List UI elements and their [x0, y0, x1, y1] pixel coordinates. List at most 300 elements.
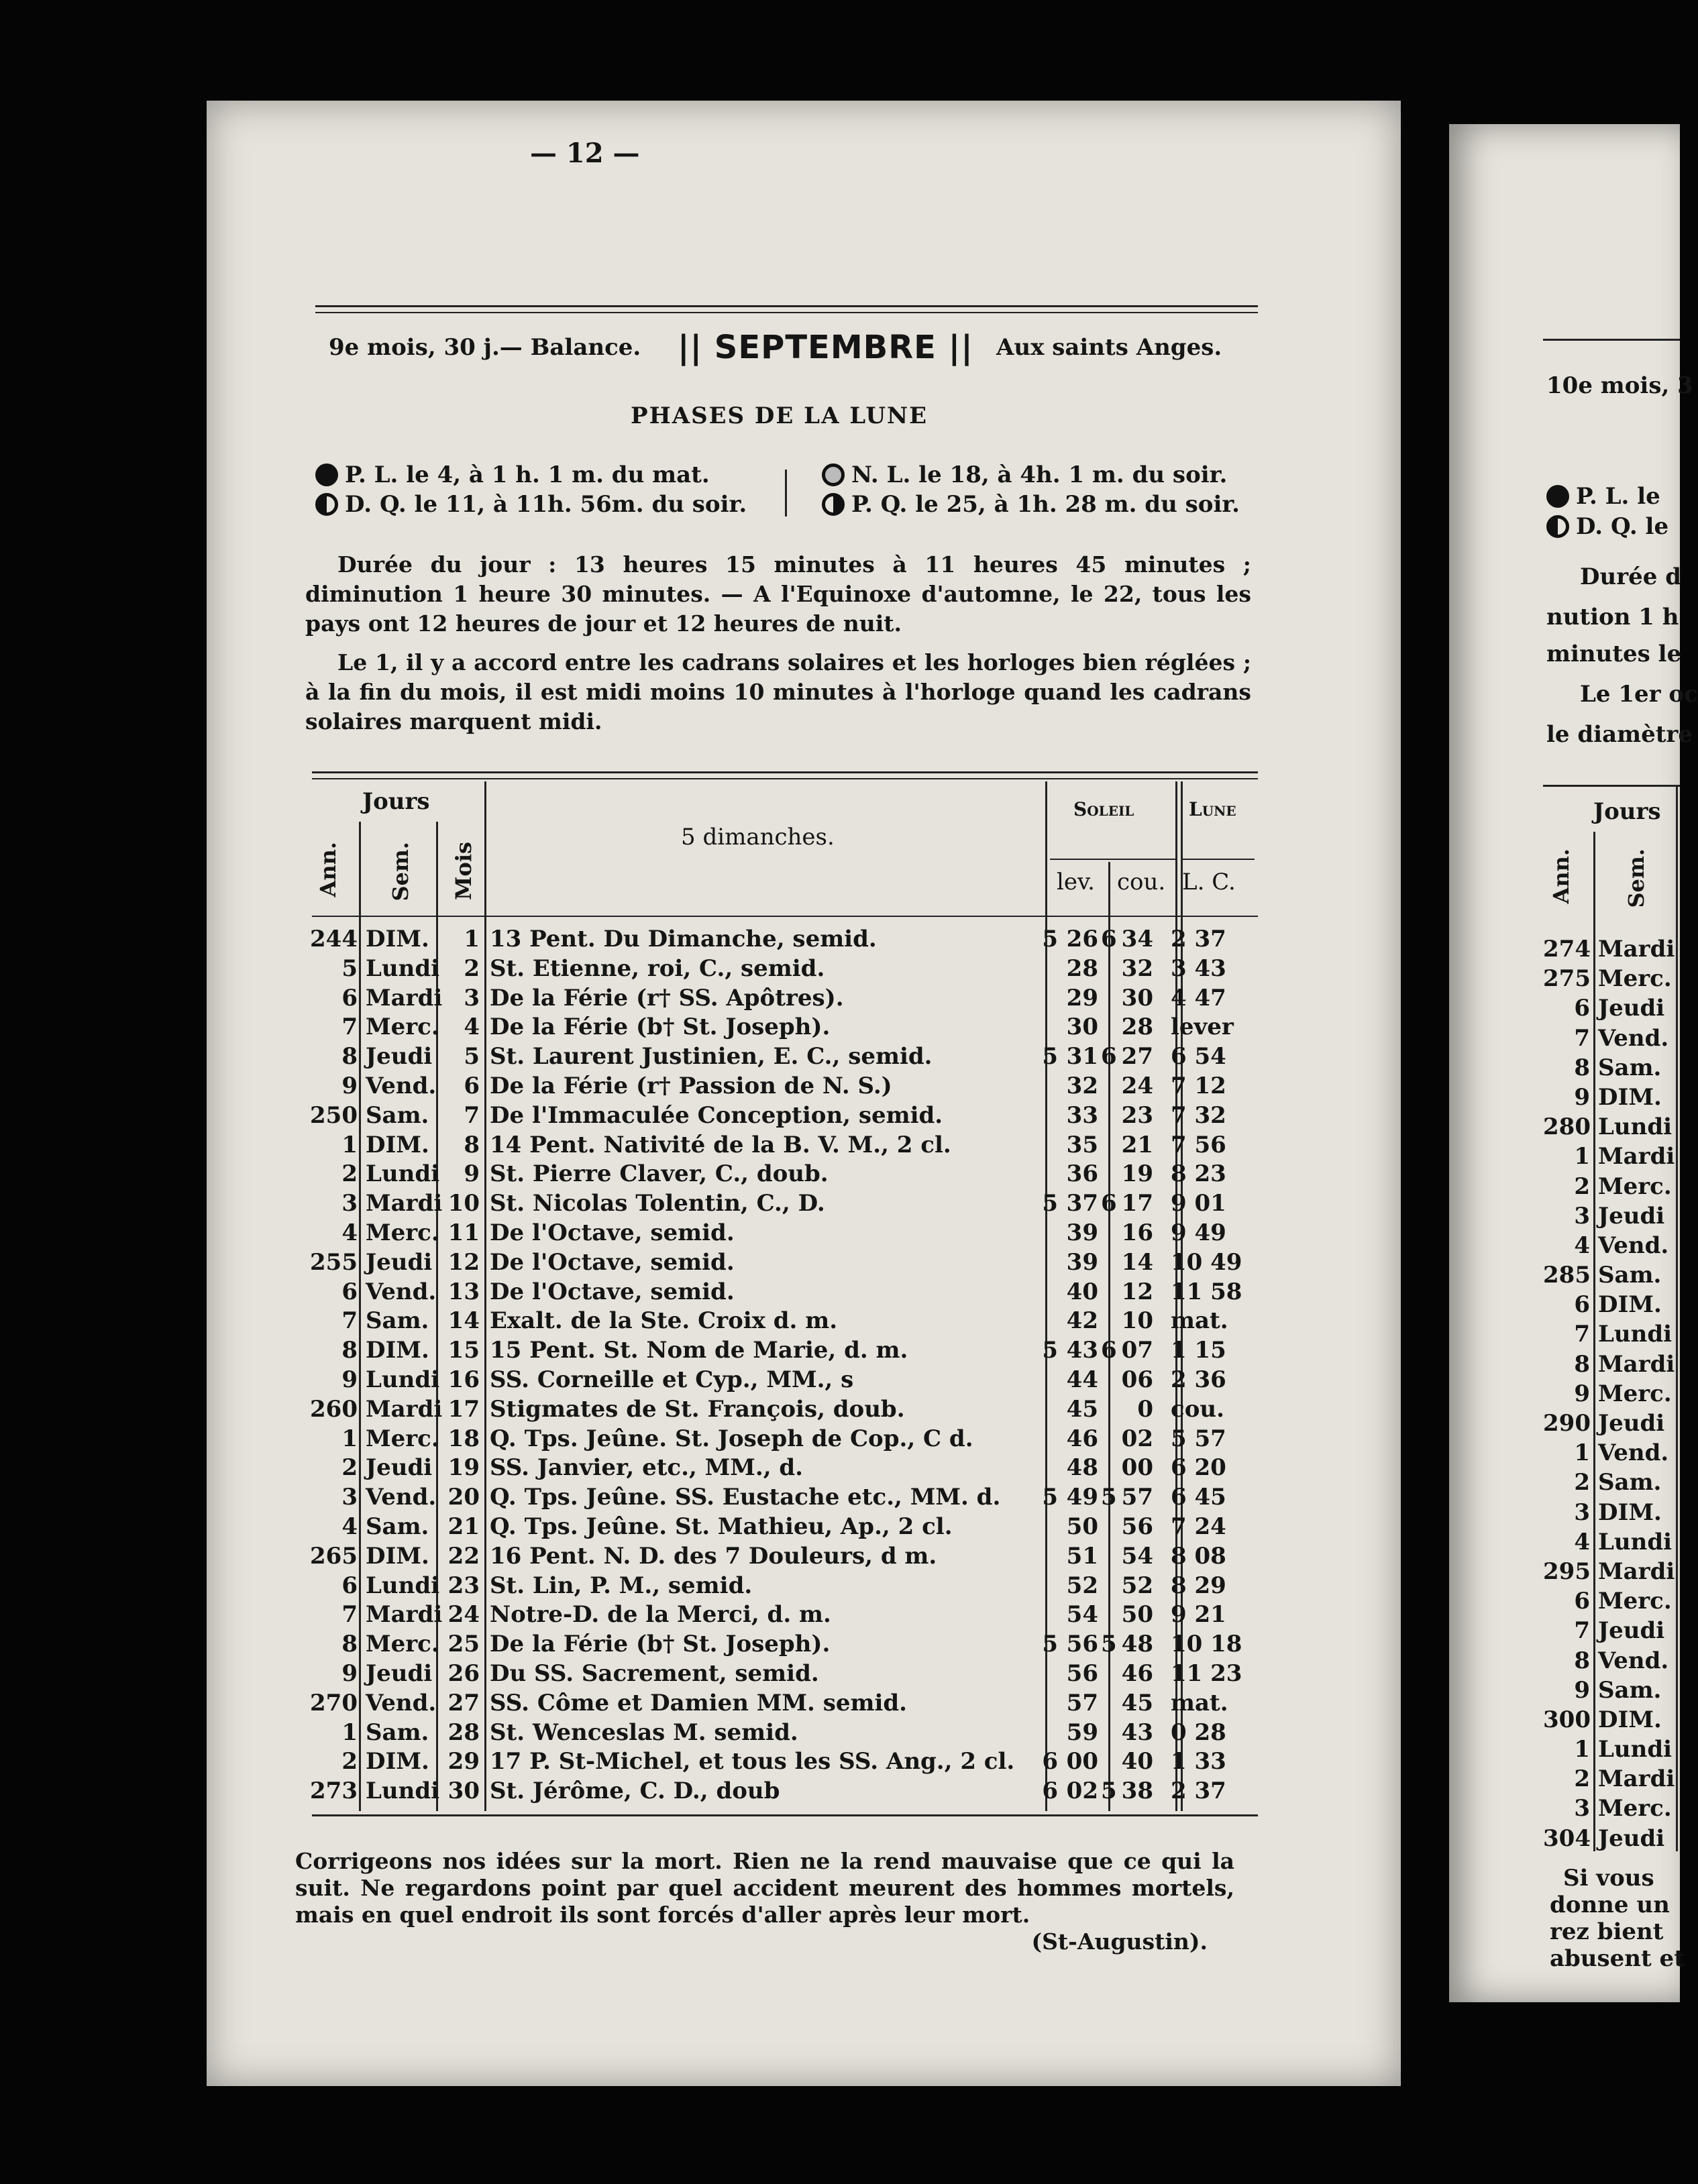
cell-sem: Merc.	[1598, 1380, 1672, 1407]
col-title: 5 dimanches.	[681, 824, 835, 851]
cell-mois: 28	[447, 1718, 480, 1746]
cell-mois: 8	[464, 1131, 480, 1158]
cell-lune: 10 49	[1171, 1248, 1242, 1276]
cell-lune: 11 58	[1171, 1278, 1242, 1305]
cell-txt: St. Pierre Claver, C., doub.	[490, 1160, 829, 1188]
cell-sem: Sam.	[366, 1513, 429, 1540]
cell-sem: Lundi	[1598, 1321, 1673, 1348]
cell-sem: DIM.	[366, 1337, 429, 1364]
cell-lh: 5	[1042, 1484, 1058, 1511]
cell-sem: Lundi	[366, 1366, 440, 1393]
header-right: Aux saints Anges.	[996, 334, 1222, 361]
soleil-rule	[1050, 859, 1177, 860]
cell-ann: 4	[341, 1219, 358, 1246]
cell-ann: 260	[310, 1395, 358, 1423]
cell-txt: De la Férie (b† St. Joseph).	[490, 1631, 831, 1658]
cell-mois: 30	[447, 1778, 480, 1805]
cell-lune: 6 45	[1171, 1484, 1226, 1511]
cell-ann: 8	[1574, 1054, 1590, 1081]
next-ann: Ann.	[1548, 849, 1574, 904]
cell-sem: Sam.	[1598, 1054, 1662, 1081]
cell-sem: DIM.	[366, 1542, 429, 1570]
cell-txt: St. Laurent Justinien, E. C., semid.	[490, 1043, 933, 1071]
cell-sem: DIM.	[1598, 1498, 1662, 1526]
table-top-rule-2	[312, 778, 1258, 779]
cell-txt: De la Férie (r† Passion de N. S.)	[490, 1072, 892, 1099]
full-moon-icon	[1546, 485, 1569, 508]
cell-lune: cou.	[1171, 1395, 1224, 1423]
col-mois: Mois	[451, 842, 476, 900]
cell-lm: 02	[1066, 1778, 1098, 1805]
cell-mois: 9	[464, 1160, 480, 1188]
cell-ann: 8	[341, 1337, 358, 1364]
cell-cm: 34	[1121, 926, 1153, 952]
cell-lune: 9 49	[1171, 1219, 1226, 1246]
cell-mois: 11	[447, 1219, 480, 1246]
new-moon-icon	[822, 463, 845, 486]
cell-mois: 20	[447, 1484, 480, 1511]
cell-lune: 2 37	[1171, 1778, 1226, 1805]
cell-lune: 5 57	[1171, 1425, 1226, 1452]
cell-cm: 43	[1121, 1718, 1153, 1746]
cell-lune: 6 54	[1171, 1043, 1226, 1071]
cell-cm: 38	[1121, 1778, 1153, 1805]
cell-cm: 19	[1121, 1160, 1153, 1188]
cell-lune: 8 23	[1171, 1160, 1226, 1188]
cell-txt: SS. Côme et Damien MM. semid.	[490, 1689, 907, 1716]
cell-cm: 30	[1121, 984, 1153, 1012]
cell-lm: 30	[1066, 1014, 1098, 1041]
cell-sem: Sam.	[1598, 1676, 1662, 1704]
cell-sem: Sam.	[1598, 1469, 1662, 1496]
next-line-5: le diamètre	[1546, 721, 1693, 748]
cell-sem: Mardi	[366, 1190, 443, 1217]
cell-ch: 5	[1101, 1631, 1117, 1658]
cell-ann: 7	[1574, 1024, 1590, 1052]
table-top-rule	[312, 771, 1258, 773]
cell-lm: 28	[1066, 954, 1098, 982]
next-footer-1: Si vous	[1563, 1865, 1654, 1892]
cell-txt: St. Jérôme, C. D., doub	[490, 1778, 780, 1805]
cell-lm: 56	[1066, 1659, 1098, 1687]
cell-lune: 2 37	[1171, 926, 1226, 952]
cell-ann: 2	[341, 1748, 358, 1776]
next-footer-2: donne un	[1550, 1892, 1670, 1918]
next-footer-3: rez bient	[1550, 1918, 1664, 1945]
cell-ann: 8	[1574, 1647, 1590, 1674]
next-line-4: Le 1er oc	[1580, 681, 1698, 708]
cell-lm: 42	[1066, 1307, 1098, 1335]
cell-sem: Merc.	[366, 1014, 439, 1041]
cell-sem: Sam.	[1598, 1262, 1662, 1289]
cell-txt: De l'Octave, semid.	[490, 1248, 735, 1276]
cell-ann: 304	[1543, 1824, 1591, 1852]
cell-mois: 29	[447, 1748, 480, 1776]
cell-lm: 31	[1066, 1043, 1098, 1071]
cell-lm: 39	[1066, 1219, 1098, 1246]
cell-sem: Jeudi	[1598, 1202, 1665, 1230]
cell-mois: 24	[447, 1601, 480, 1629]
cell-ch: 6	[1101, 1043, 1117, 1071]
cell-cm: 54	[1121, 1542, 1153, 1570]
cell-ann: 8	[1574, 1350, 1590, 1378]
cell-txt: St. Wenceslas M. semid.	[490, 1718, 798, 1746]
cell-cm: 17	[1121, 1190, 1153, 1217]
sundial-paragraph: Le 1, il y a accord entre les cadrans solaires et les horloges bien réglées ; à la fin du mois, il est midi moins 10 minutes à l'horloge quand les cadrans solaires marquent midi.	[305, 649, 1251, 734]
cell-ann: 1	[341, 1425, 358, 1452]
next-jours: Jours	[1593, 798, 1661, 825]
cell-lm: 00	[1066, 1748, 1098, 1776]
col-cou: cou.	[1117, 869, 1166, 895]
cell-ann: 8	[341, 1631, 358, 1658]
cell-cm: 48	[1121, 1631, 1153, 1658]
cell-lm: 51	[1066, 1542, 1098, 1570]
cell-ann: 3	[1574, 1202, 1590, 1230]
cell-cm: 21	[1121, 1131, 1153, 1158]
cell-lh: 5	[1042, 1631, 1058, 1658]
cell-cm: 50	[1121, 1601, 1153, 1629]
cell-sem: Mardi	[1598, 936, 1675, 963]
cell-ann: 1	[341, 1131, 358, 1158]
cell-cm: 24	[1121, 1072, 1153, 1099]
cell-sem: Vend.	[366, 1484, 437, 1511]
cell-ann: 295	[1543, 1558, 1591, 1585]
cell-ann: 4	[1574, 1232, 1590, 1259]
cell-txt: St. Lin, P. M., semid.	[490, 1572, 753, 1599]
cell-lh: 5	[1042, 1043, 1058, 1071]
cell-sem: Vend.	[1598, 1647, 1669, 1674]
cell-ann: 7	[341, 1307, 358, 1335]
cell-lm: 37	[1066, 1190, 1098, 1217]
cell-ann: 300	[1543, 1706, 1591, 1733]
cell-cm: 07	[1121, 1337, 1153, 1364]
quote-author: (St-Augustin).	[1031, 1928, 1208, 1955]
cell-mois: 1	[464, 926, 480, 952]
cell-lm: 49	[1066, 1484, 1098, 1511]
cell-txt: SS. Janvier, etc., MM., d.	[490, 1454, 804, 1482]
col-jours: Jours	[362, 788, 430, 815]
cell-sem: Vend.	[1598, 1232, 1669, 1259]
col-soleil: Soleil	[1073, 798, 1134, 820]
cell-mois: 22	[447, 1542, 480, 1570]
cell-sem: Mardi	[1598, 1143, 1675, 1170]
cell-sem: Merc.	[366, 1219, 439, 1246]
cell-ann: 1	[1574, 1736, 1590, 1763]
phase-last-quarter: D. Q. le 11, à 11h. 56m. du soir.	[315, 491, 747, 518]
cell-ann: 290	[1543, 1410, 1591, 1437]
last-quarter-moon-icon	[1546, 515, 1569, 538]
cell-lm: 52	[1066, 1572, 1098, 1599]
cell-ann: 285	[1543, 1262, 1591, 1289]
cell-cm: 40	[1121, 1748, 1153, 1776]
cell-ann: 5	[341, 954, 358, 982]
cell-sem: Jeudi	[366, 1659, 433, 1687]
cell-lm: 33	[1066, 1101, 1098, 1129]
cell-txt: Exalt. de la Ste. Croix d. m.	[490, 1307, 838, 1335]
cell-ann: 255	[310, 1248, 358, 1276]
next-line-3: minutes le	[1546, 641, 1682, 667]
cell-lune: 7 24	[1171, 1513, 1226, 1540]
col-sem: Sem.	[388, 842, 413, 902]
cell-lm: 50	[1066, 1513, 1098, 1540]
cell-sem: Vend.	[366, 1072, 437, 1099]
first-quarter-moon-icon	[822, 493, 845, 516]
cell-sem: Mardi	[1598, 1350, 1675, 1378]
last-quarter-moon-icon	[315, 493, 338, 516]
day-length-paragraph: Durée du jour : 13 heures 15 minutes à 11 heures 45 minutes ; diminution 1 heure 30 minutes. — A l'Equinoxe d'automne, le 22, tous les pays ont 12 heures de jour et 12 heures de nuit.	[305, 551, 1251, 637]
cell-lune: 9 01	[1171, 1190, 1226, 1217]
cell-sem: Jeudi	[366, 1454, 433, 1482]
cell-cm: 02	[1121, 1425, 1153, 1452]
cell-sem: Mardi	[366, 984, 443, 1012]
cell-txt: St. Nicolas Tolentin, C., D.	[490, 1190, 825, 1217]
cell-ch: 5	[1101, 1484, 1117, 1511]
next-phase-2: D. Q. le	[1546, 513, 1668, 540]
cell-sem: Jeudi	[1598, 1410, 1665, 1437]
cell-ann: 270	[310, 1689, 358, 1716]
next-col-line-2	[1676, 785, 1678, 1851]
cell-ann: 9	[341, 1072, 358, 1099]
cell-txt: De l'Immaculée Conception, semid.	[490, 1101, 943, 1129]
cell-ch: 6	[1101, 926, 1117, 952]
cell-lune: 1 33	[1171, 1748, 1226, 1776]
cell-lune: 0 28	[1171, 1718, 1226, 1746]
cell-lm: 46	[1066, 1425, 1098, 1452]
cell-sem: DIM.	[366, 926, 429, 952]
cell-mois: 21	[447, 1513, 480, 1540]
cell-lune: lever	[1171, 1014, 1234, 1041]
cell-mois: 14	[447, 1307, 480, 1335]
cell-ann: 1	[1574, 1143, 1590, 1170]
cell-ch: 5	[1101, 1778, 1117, 1805]
next-sem: Sem.	[1624, 849, 1649, 908]
cell-sem: Jeudi	[366, 1248, 433, 1276]
cell-mois: 2	[464, 954, 480, 982]
cell-mois: 4	[464, 1014, 480, 1041]
phase-full-moon: P. L. le 4, à 1 h. 1 m. du mat.	[315, 461, 710, 488]
cell-txt: De l'Octave, semid.	[490, 1278, 735, 1305]
next-line-2: nution 1 h	[1546, 604, 1679, 631]
cell-mois: 12	[447, 1248, 480, 1276]
cell-txt: Notre-D. de la Merci, d. m.	[490, 1601, 831, 1629]
cell-ann: 9	[1574, 1380, 1590, 1407]
cell-sem: Merc.	[1598, 1795, 1672, 1822]
cell-lm: 40	[1066, 1278, 1098, 1305]
next-col-line	[1593, 832, 1595, 1851]
cell-ann: 6	[1574, 1291, 1590, 1319]
header-left: 9e mois, 30 j.— Balance.	[329, 334, 641, 361]
cell-sem: Vend.	[1598, 1439, 1669, 1467]
cell-txt: St. Etienne, roi, C., semid.	[490, 954, 825, 982]
phases-title: PHASES DE LA LUNE	[631, 402, 928, 429]
col-line-3	[484, 781, 486, 1811]
cell-cm: 27	[1121, 1043, 1153, 1071]
cell-ann: 274	[1543, 936, 1591, 963]
cell-ch: 6	[1101, 1337, 1117, 1364]
cell-sem: Jeudi	[366, 1043, 433, 1071]
cell-cm: 32	[1121, 954, 1153, 982]
cell-ann: 7	[1574, 1321, 1590, 1348]
cell-txt: 15 Pent. St. Nom de Marie, d. m.	[490, 1337, 908, 1364]
cell-ann: 2	[341, 1160, 358, 1188]
cell-sem: Lundi	[366, 1572, 440, 1599]
cell-lm: 35	[1066, 1131, 1098, 1158]
cell-txt: 17 P. St-Michel, et tous les SS. Ang., 2 cl.	[490, 1748, 1015, 1776]
cell-lune: 8 29	[1171, 1572, 1226, 1599]
cell-lm: 59	[1066, 1718, 1098, 1746]
cell-lune: 6 20	[1171, 1454, 1226, 1482]
cell-cm: 12	[1121, 1278, 1153, 1305]
cell-ann: 8	[341, 1043, 358, 1071]
cell-sem: DIM.	[1598, 1291, 1662, 1319]
next-table-rule	[1543, 785, 1680, 787]
cell-ch: 6	[1101, 1190, 1117, 1217]
cell-sem: Sam.	[366, 1101, 429, 1129]
cell-ann: 4	[341, 1513, 358, 1540]
cell-ann: 7	[341, 1601, 358, 1629]
cell-lh: 5	[1042, 1337, 1058, 1364]
cell-sem: Jeudi	[1598, 1617, 1665, 1645]
cell-sem: Mardi	[1598, 1558, 1675, 1585]
cell-ann: 273	[310, 1778, 358, 1805]
cell-ann: 6	[341, 984, 358, 1012]
cell-lm: 39	[1066, 1248, 1098, 1276]
cell-cm: 56	[1121, 1513, 1153, 1540]
cell-txt: 14 Pent. Nativité de la B. V. M., 2 cl.	[490, 1131, 951, 1158]
cell-ann: 1	[1574, 1439, 1590, 1467]
cell-ann: 3	[341, 1484, 358, 1511]
cell-mois: 3	[464, 984, 480, 1012]
cell-cm: 06	[1121, 1366, 1153, 1393]
cell-ann: 9	[1574, 1676, 1590, 1704]
cell-sem: DIM.	[366, 1131, 429, 1158]
cell-lune: 4 47	[1171, 984, 1226, 1012]
cell-sem: Jeudi	[1598, 995, 1665, 1022]
cell-lune: 10 18	[1171, 1631, 1242, 1658]
cell-sem: Merc.	[1598, 1172, 1672, 1200]
intro-text	[305, 550, 1251, 746]
cell-txt: Q. Tps. Jeûne. St. Joseph de Cop., C d.	[490, 1425, 973, 1452]
cell-mois: 10	[447, 1190, 480, 1217]
cell-txt: 13 Pent. Du Dimanche, semid.	[490, 926, 877, 952]
table-bottom-rule	[312, 1814, 1258, 1816]
cell-lune: 2 36	[1171, 1366, 1226, 1393]
cell-txt: Du SS. Sacrement, semid.	[490, 1659, 819, 1687]
cell-ann: 265	[310, 1542, 358, 1570]
top-rule-2	[315, 312, 1258, 313]
cell-lm: 29	[1066, 984, 1098, 1012]
month-title: || SEPTEMBRE ||	[678, 329, 973, 366]
cell-lune: mat.	[1171, 1689, 1228, 1716]
cell-ann: 6	[341, 1278, 358, 1305]
cell-ann: 9	[1574, 1083, 1590, 1111]
cell-mois: 7	[464, 1101, 480, 1129]
cell-sem: Jeudi	[1598, 1824, 1665, 1852]
cell-lm: 45	[1066, 1395, 1098, 1423]
cell-ann: 3	[1574, 1498, 1590, 1526]
phase-new-moon: N. L. le 18, à 4h. 1 m. du soir.	[822, 461, 1227, 488]
cell-mois: 19	[447, 1454, 480, 1482]
lune-rule	[1181, 859, 1255, 860]
cell-lm: 32	[1066, 1072, 1098, 1099]
cell-ann: 2	[1574, 1469, 1590, 1496]
cell-ann: 1	[341, 1718, 358, 1746]
cell-ann: 7	[1574, 1617, 1590, 1645]
table-head-rule	[312, 916, 1258, 917]
cell-sem: DIM.	[1598, 1706, 1662, 1733]
next-footer-4: abusent et	[1550, 1945, 1685, 1972]
cell-ann: 280	[1543, 1113, 1591, 1141]
cell-sem: Vend.	[1598, 1024, 1669, 1052]
cell-cm: 28	[1121, 1014, 1153, 1041]
cell-sem: Vend.	[366, 1689, 437, 1716]
cell-lune: 1 15	[1171, 1337, 1226, 1364]
cell-cm: 00	[1121, 1454, 1153, 1482]
col-lune: Lune	[1189, 798, 1236, 820]
cell-cm: 45	[1121, 1689, 1153, 1716]
col-lc: L. C.	[1182, 869, 1236, 895]
top-rule	[315, 305, 1258, 307]
cell-mois: 13	[447, 1278, 480, 1305]
closing-quote	[295, 1848, 1234, 1955]
cell-mois: 5	[464, 1043, 480, 1071]
phase-divider	[785, 470, 787, 516]
cell-lm: 43	[1066, 1337, 1098, 1364]
cell-txt: De la Férie (b† St. Joseph).	[490, 1014, 831, 1041]
cell-sem: Lundi	[1598, 1113, 1673, 1141]
cell-cm: 23	[1121, 1101, 1153, 1129]
cell-ann: 3	[1574, 1795, 1590, 1822]
cell-ann: 275	[1543, 965, 1591, 993]
next-header: 10e mois, 3	[1546, 372, 1693, 399]
col-line-1	[359, 822, 361, 1811]
cell-cm: 16	[1121, 1219, 1153, 1246]
cell-sem: Merc.	[366, 1425, 439, 1452]
cell-txt: SS. Corneille et Cyp., MM., s	[490, 1366, 854, 1393]
cell-cm: 57	[1121, 1484, 1153, 1511]
cell-lm: 36	[1066, 1160, 1098, 1188]
cell-ann: 244	[310, 926, 358, 952]
cell-ann: 2	[1574, 1172, 1590, 1200]
cell-cm: 10	[1121, 1307, 1153, 1335]
cell-ann: 6	[341, 1572, 358, 1599]
cell-sem: Lundi	[366, 1778, 440, 1805]
cell-sem: Vend.	[366, 1278, 437, 1305]
col-ann: Ann.	[315, 842, 341, 897]
cell-sem: Merc.	[1598, 1588, 1672, 1615]
cell-lh: 5	[1042, 1190, 1058, 1217]
quote-text: Corrigeons nos idées sur la mort. Rien ne la rend mauvaise que ce qui la suit. Ne regardons point par quel accident meurent des hommes mortels, mais en quel endroit ils sont forcés d'aller après leur mort.	[295, 1848, 1234, 1928]
cell-sem: Mardi	[1598, 1765, 1675, 1793]
cell-txt: Stigmates de St. François, doub.	[490, 1395, 905, 1423]
cell-lune: 3 43	[1171, 954, 1226, 982]
cell-lune: 11 23	[1171, 1659, 1242, 1687]
cell-sem: Mardi	[366, 1395, 443, 1423]
cell-txt: Q. Tps. Jeûne. St. Mathieu, Ap., 2 cl.	[490, 1513, 953, 1540]
cell-cm: 52	[1121, 1572, 1153, 1599]
cell-ann: 2	[1574, 1765, 1590, 1793]
cell-ann: 6	[1574, 1588, 1590, 1615]
next-line-1: Durée d	[1580, 563, 1681, 590]
cell-ann: 250	[310, 1101, 358, 1129]
cell-txt: Q. Tps. Jeûne. SS. Eustache etc., MM. d.	[490, 1484, 1001, 1511]
cell-sem: Merc.	[1598, 965, 1672, 993]
phase-first-quarter: P. Q. le 25, à 1h. 28 m. du soir.	[822, 491, 1240, 518]
page-number: — 12 —	[530, 138, 640, 169]
cell-ann: 9	[341, 1366, 358, 1393]
cell-lune: 8 08	[1171, 1542, 1226, 1570]
cell-mois: 26	[447, 1659, 480, 1687]
